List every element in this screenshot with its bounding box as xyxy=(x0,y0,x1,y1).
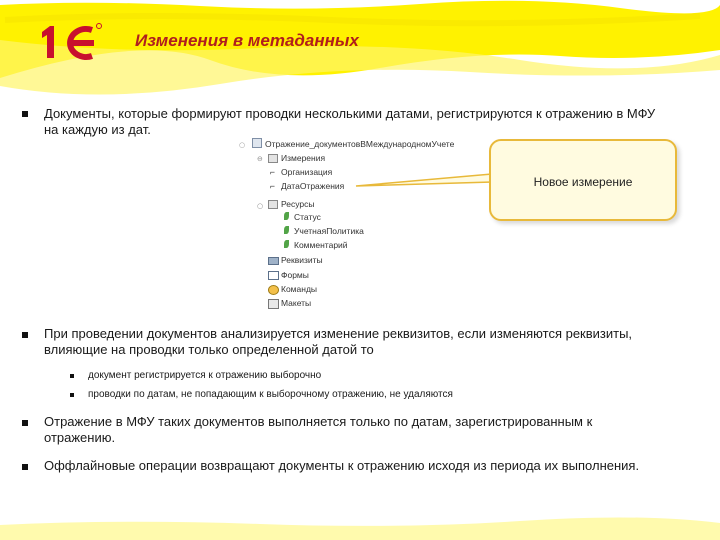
commands-icon xyxy=(268,285,279,295)
bullet-line: Оффлайновые операции возвращают документы к отражению исходя из периода их выполнения. xyxy=(44,458,640,473)
tree-res-item: Статус xyxy=(294,212,321,222)
tree-res-item: УчетнаяПолитика xyxy=(294,226,364,236)
bullet-line: влияющие на проводки только определенной датой то xyxy=(44,342,374,357)
svg-text:○: ○ xyxy=(239,141,246,149)
bullet-marker xyxy=(22,332,28,338)
form-icon xyxy=(268,271,279,280)
tree-dim-item: ДатаОтражения xyxy=(281,181,345,191)
tree-res-item: Комментарий xyxy=(294,240,348,250)
bullet-line: отражению. xyxy=(44,430,116,445)
tree-dim-arrow-icon: ⌐ xyxy=(270,167,275,177)
subbullet-text: проводки по датам, не попадающим к выборочному отражению, не удаляются xyxy=(88,389,453,400)
folder-icon xyxy=(268,200,278,209)
slide-title: Изменения в метаданных xyxy=(135,31,359,50)
bullet-line: на каждую из дат. xyxy=(44,122,151,137)
bullet-text xyxy=(44,106,704,138)
bullet-text xyxy=(44,326,704,358)
layouts-icon xyxy=(268,299,279,309)
leaf-icon xyxy=(284,240,289,248)
callout-text: Новое измерение xyxy=(533,175,633,189)
tree-commands-label: Команды xyxy=(281,284,318,294)
tree-forms-label: Формы xyxy=(281,270,309,280)
subbullet-text: документ регистрируется к отражению выборочно xyxy=(88,370,322,381)
subbullet-marker xyxy=(70,393,74,397)
tree-attributes-label: Реквизиты xyxy=(281,255,323,265)
folder-icon xyxy=(268,154,278,163)
1c-logo xyxy=(30,18,110,66)
callout-pointer xyxy=(350,170,495,200)
metadata-tree xyxy=(236,136,455,312)
bullet-line: При проведении документов анализируется изменение реквизитов, если изменяются реквизиты, xyxy=(44,326,633,341)
bullet-line: Документы, которые формируют проводки несколькими датами, регистрируются к отражению в МФУ xyxy=(44,106,656,121)
tree-layouts-label: Макеты xyxy=(281,298,312,308)
tree-dim-arrow-icon: ⌐ xyxy=(270,181,275,191)
svg-text:⊖: ⊖ xyxy=(257,155,263,163)
bullet-text xyxy=(44,458,714,474)
bullet-marker xyxy=(22,464,28,470)
subbullet-marker xyxy=(70,374,74,378)
svg-text:○: ○ xyxy=(257,202,264,210)
tree-dim-item: Организация xyxy=(281,167,333,177)
bullet-marker xyxy=(22,111,28,117)
callout-box xyxy=(489,139,677,221)
bullet-line: Отражение в МФУ таких документов выполняется только по датам, зарегистрированным к xyxy=(44,414,593,429)
bullet-text xyxy=(44,414,704,446)
attributes-icon xyxy=(268,257,279,265)
tree-dimensions-label: Измерения xyxy=(281,153,326,163)
bullet-marker xyxy=(22,420,28,426)
leaf-icon xyxy=(284,226,289,234)
register-icon xyxy=(252,138,262,148)
tree-root-label: Отражение_документовВМеждународномУчете xyxy=(265,139,455,149)
bottom-brush xyxy=(0,515,720,540)
leaf-icon xyxy=(284,212,289,220)
tree-resources-label: Ресурсы xyxy=(281,199,315,209)
